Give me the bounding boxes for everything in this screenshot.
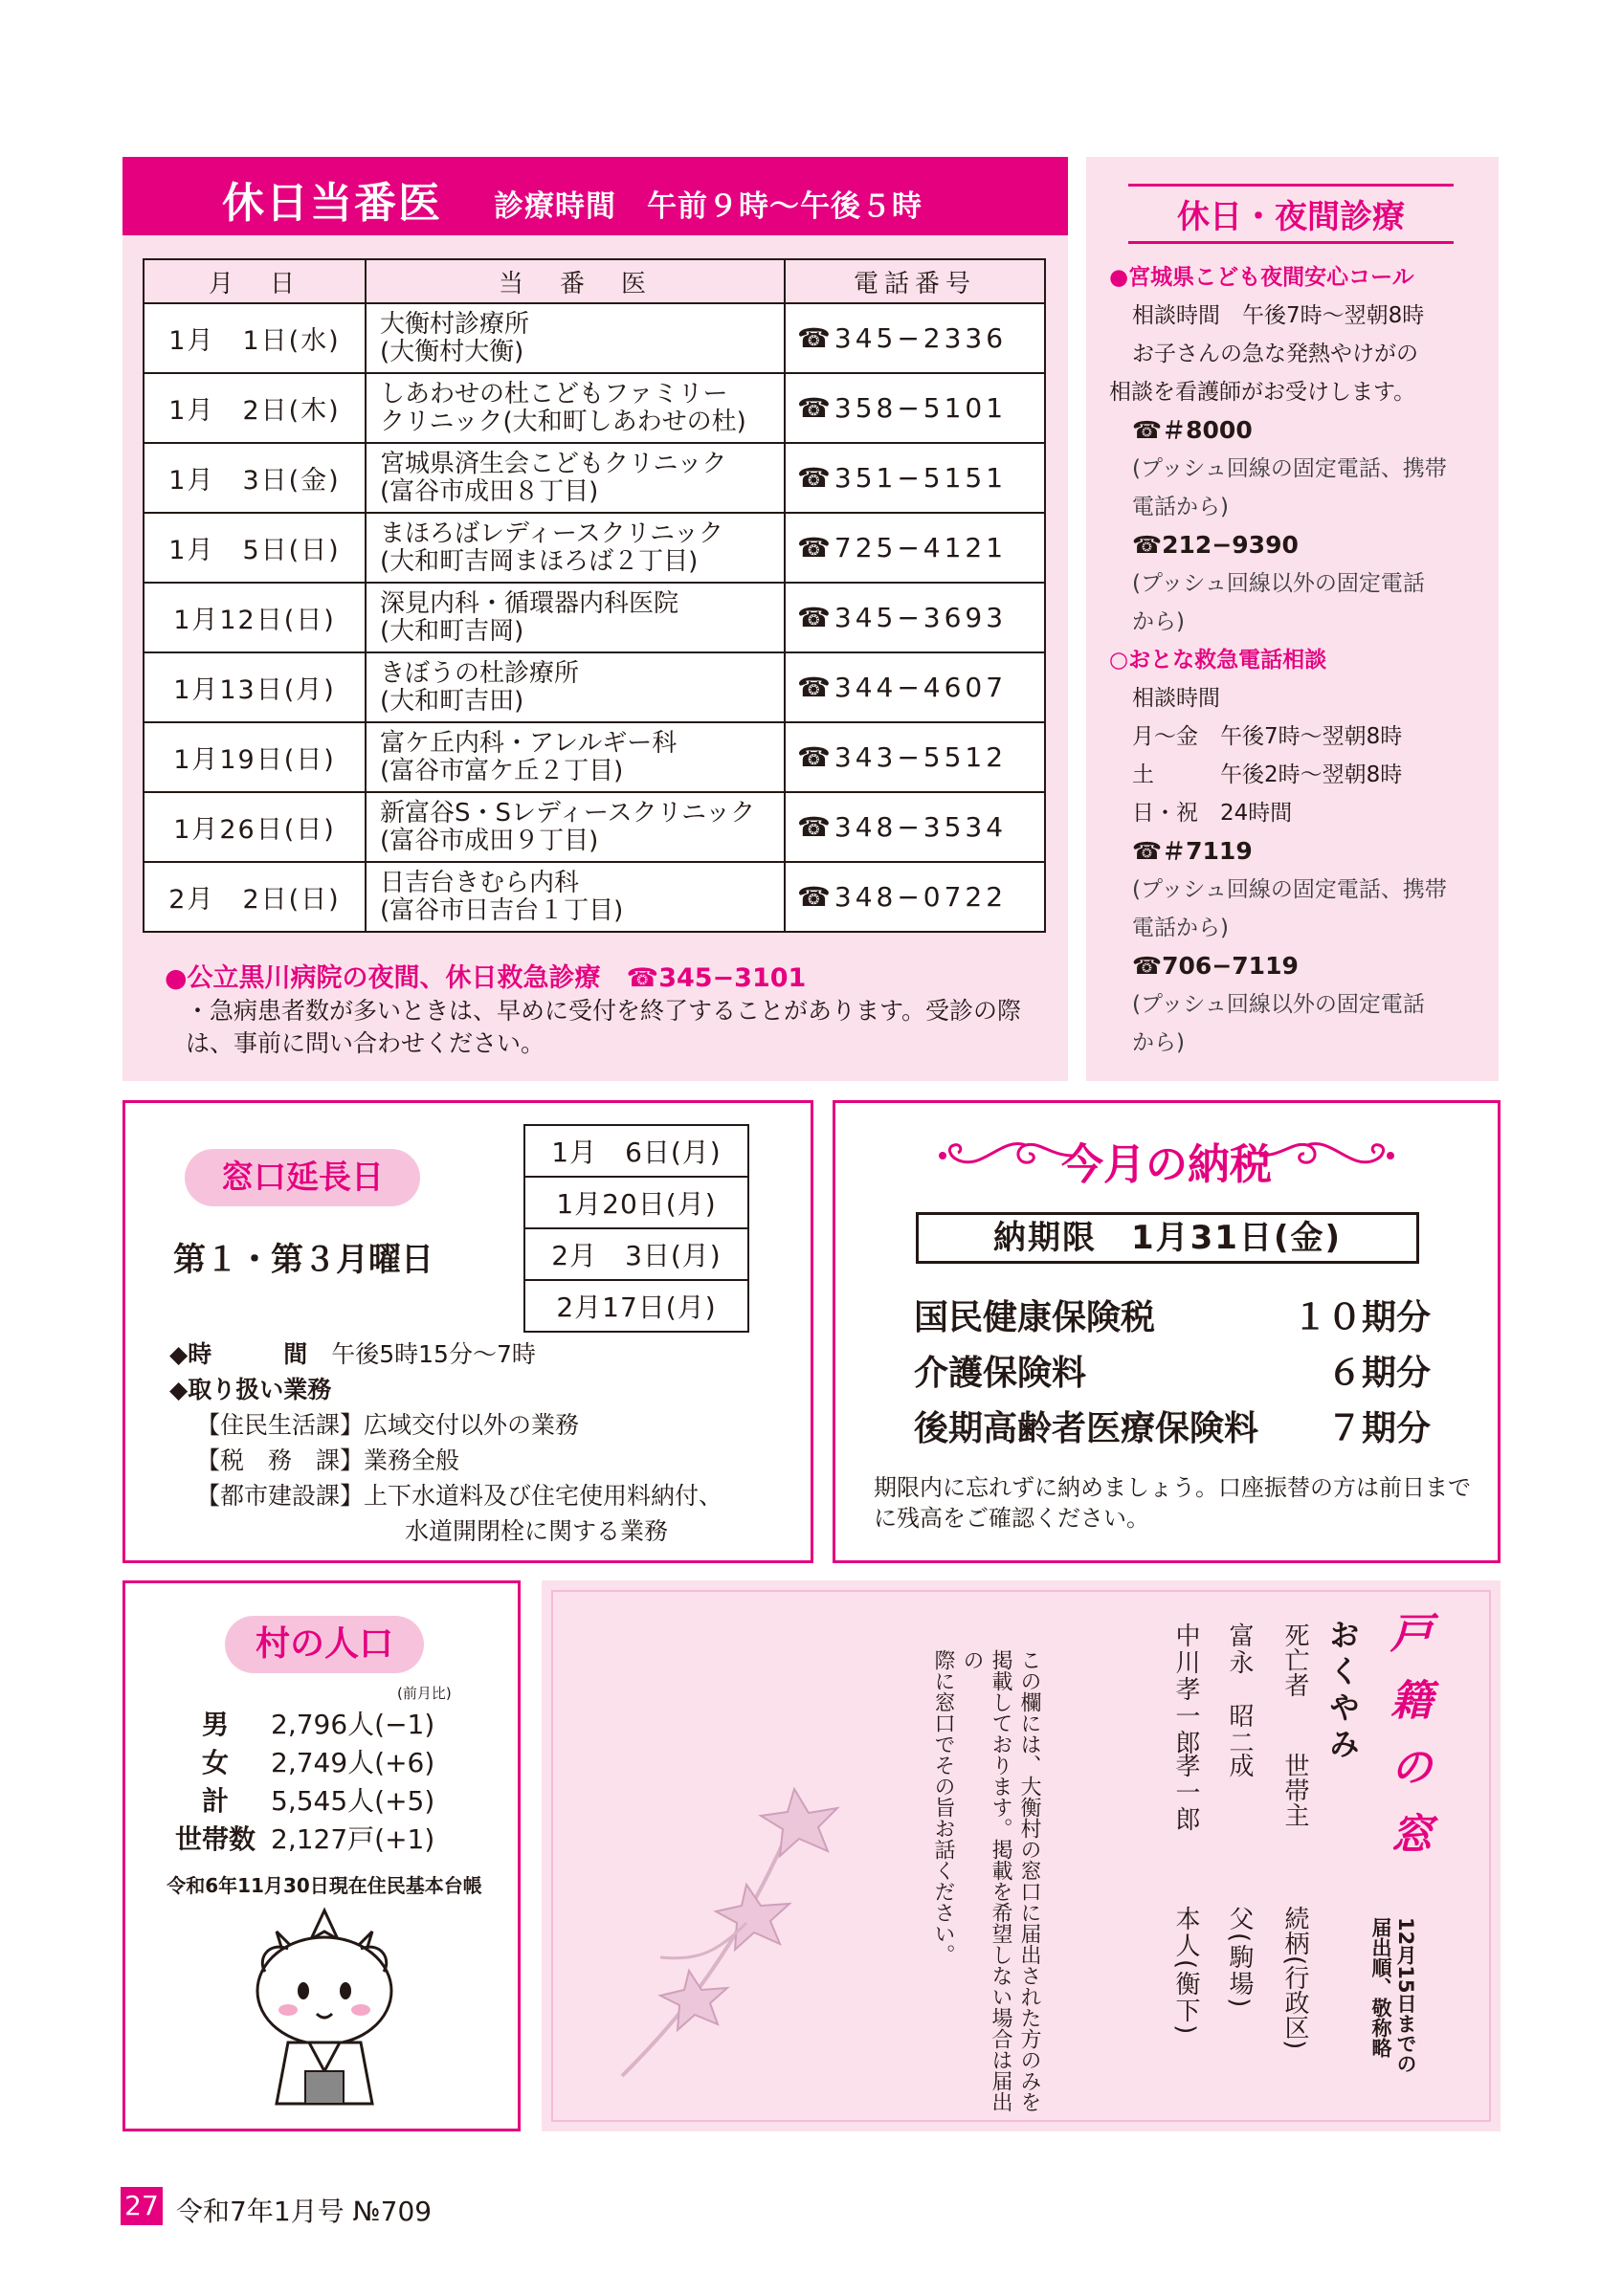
population-row <box>160 1704 434 1742</box>
relation: 父(駒場) <box>1225 1906 1254 2010</box>
table-row <box>144 303 1045 373</box>
family-register-note <box>928 1649 1043 2128</box>
extended-window-dates <box>523 1124 749 1333</box>
tax-item-period: ６期分 <box>1326 1354 1431 1393</box>
duty-clinic <box>366 722 785 792</box>
holiday-doctor-section <box>122 157 1068 1081</box>
population-value: 5,545人(+5) <box>271 1785 435 1817</box>
kodomo-call-desc: お子さんの急な発熱やけがの <box>1132 342 1418 366</box>
otona-call-phone: ☎706−7119 <box>1132 952 1299 980</box>
otona-call-weekday: 月～金 午後7時～翌朝8時 <box>1132 724 1403 749</box>
extended-window-title: 窓口延長日 <box>185 1149 420 1206</box>
population-as-of: 令和6年11月30日現在住民基本台帳 <box>167 1874 482 1897</box>
service-item: 【税 務 課】業務全般 <box>196 1446 460 1474</box>
duty-clinic <box>366 443 785 513</box>
condolence-heading: おくやみ <box>1324 1619 1361 1764</box>
table-row <box>144 722 1045 792</box>
bellflower-decoration-icon <box>603 1732 890 2086</box>
otona-call-holiday: 日・祝 24時間 <box>1132 801 1293 826</box>
kodomo-call-phone-note: (プッシュ回線以外の固定電話 <box>1132 571 1425 596</box>
kodomo-call-phone-note: (プッシュ回線の固定電話、携帯 <box>1132 456 1447 481</box>
duty-clinic-name: まほろばレディースクリニック <box>380 519 724 548</box>
tax-title: 今月の納税 <box>1061 1140 1272 1189</box>
consultation-hours: 診療時間 午前９時～午後５時 <box>494 189 923 224</box>
extended-date: 2月17日(月) <box>524 1280 748 1332</box>
duty-phone: ☎351−5151 <box>785 443 1045 513</box>
population-label: 男 <box>201 1709 229 1740</box>
population-title: 村の人口 <box>225 1616 424 1673</box>
otona-call-phone-note: (プッシュ回線の固定電話、携帯 <box>1132 877 1447 902</box>
table-row <box>144 792 1045 862</box>
kodomo-call-hours: 相談時間 午後7時～翌朝8時 <box>1132 303 1425 328</box>
duty-clinic-location: (富谷市富ケ丘２丁目) <box>380 756 624 785</box>
extended-date: 1月20日(月) <box>524 1177 748 1228</box>
kurokawa-hospital-line: ●公立黒川病院の夜間、休日救急診療 ☎345−3101 <box>165 963 807 993</box>
duty-clinic-location: (大和町吉田) <box>380 686 524 716</box>
family-register-section <box>542 1580 1501 2131</box>
duty-clinic-name: 深見内科・循環器内科医院 <box>380 588 679 618</box>
page-number: 27 <box>121 2187 163 2225</box>
population-table <box>160 1704 434 1857</box>
family-register-title: 戸籍の窓 <box>1383 1611 1432 1879</box>
duty-clinic-name: 新富谷S・Sレディースクリニック <box>380 798 756 828</box>
relation-header: 続柄(行政区) <box>1280 1906 1309 2050</box>
otona-call-hours-label: 相談時間 <box>1132 686 1220 711</box>
table-row <box>144 862 1045 932</box>
extended-window-info <box>169 1336 801 1549</box>
duty-phone: ☎345−3693 <box>785 583 1045 652</box>
tax-item <box>914 1346 1431 1395</box>
table-row <box>144 652 1045 722</box>
tax-item-name: 国民健康保険税 <box>914 1298 1156 1337</box>
population-row <box>160 1819 434 1857</box>
tax-item <box>914 1291 1431 1339</box>
tax-deadline: 納期限 1月31日(金) <box>916 1212 1419 1264</box>
kodomo-call-phone: ☎212−9390 <box>1132 531 1299 559</box>
otona-call-phone-note: 電話から) <box>1132 916 1229 940</box>
duty-clinic-location: クリニック(大和町しあわせの杜) <box>380 407 746 436</box>
duty-date: 1月13日(月) <box>144 652 366 722</box>
duty-clinic-location: (富谷市成田９丁目) <box>380 826 599 855</box>
kodomo-call-desc: 相談を看護師がお受けします。 <box>1109 380 1416 405</box>
family-register-date-line: 届出順、敬称略 <box>1369 1917 1392 2058</box>
duty-clinic-name: 日吉台きむら内科 <box>380 868 580 897</box>
tax-item-period: １０期分 <box>1292 1298 1431 1337</box>
otona-call-phone-note: から) <box>1132 1030 1185 1055</box>
family-register-date-line: 12月15日までの <box>1394 1917 1417 2074</box>
duty-date: 1月 3日(金) <box>144 443 366 513</box>
duty-clinic <box>366 862 785 932</box>
relation: 本人(衡下) <box>1171 1906 1200 2037</box>
duty-clinic <box>366 303 785 373</box>
service-item: 【都市建設課】上下水道料及び住宅使用料納付、 <box>196 1482 723 1510</box>
deceased-name: 富永 昭二 <box>1225 1623 1254 1756</box>
services-label: ◆取り扱い業務 <box>169 1376 332 1403</box>
deceased-name: 中川孝一郎 <box>1171 1623 1200 1756</box>
family-register-date-note <box>1368 1917 1418 2073</box>
population-section <box>122 1580 521 2131</box>
duty-phone: ☎358−5101 <box>785 373 1045 443</box>
extended-date: 1月 6日(月) <box>524 1125 748 1177</box>
household-head-name: 成 <box>1225 1753 1254 1779</box>
otona-call-phone: ☎＃7119 <box>1132 837 1253 865</box>
night-consultation-section <box>1086 157 1499 1081</box>
duty-clinic <box>366 792 785 862</box>
tax-item-period: ７期分 <box>1326 1409 1431 1448</box>
duty-clinic-name: きぼうの杜診療所 <box>380 658 580 688</box>
population-label: 女 <box>201 1747 229 1778</box>
otona-call-heading: ○おとな救急電話相談 <box>1109 648 1327 673</box>
night-consultation-title: 休日・夜間診療 <box>1128 184 1454 244</box>
duty-date: 2月 2日(日) <box>144 862 366 932</box>
duty-clinic-name: 大衡村診療所 <box>380 309 530 339</box>
population-row <box>160 1742 434 1780</box>
duty-clinic-name: しあわせの杜こどもファミリー <box>380 379 728 408</box>
family-register-note-line: 掲載しております。掲載を希望しない場合は届出の <box>960 1649 1012 2112</box>
column-header-date: 月 日 <box>144 259 366 303</box>
duty-phone: ☎348−3534 <box>785 792 1045 862</box>
kurokawa-hospital-note: ・急病患者数が多いときは、早めに受付を終了することがあります。受診の際は、事前に問い合わせください。 <box>186 997 1022 1057</box>
table-row <box>144 443 1045 513</box>
duty-phone: ☎345−2336 <box>785 303 1045 373</box>
family-register-note-line: この欄には、大衡村の窓口に届出された方のみを <box>1017 1649 1041 2112</box>
duty-phone: ☎344−4607 <box>785 652 1045 722</box>
kodomo-call-heading: ●宮城県こども夜間安心コール <box>1109 265 1414 290</box>
night-consultation-body <box>1109 258 1492 1062</box>
duty-clinic-location: (大和町吉岡まほろば２丁目) <box>380 546 699 576</box>
service-item: 【住民生活課】広域交付以外の業務 <box>196 1411 580 1439</box>
otona-call-phone-note: (プッシュ回線以外の固定電話 <box>1132 992 1425 1017</box>
table-row <box>144 373 1045 443</box>
kodomo-call-phone-note: から) <box>1132 609 1185 634</box>
population-value: 2,127戸(+1) <box>271 1823 435 1855</box>
issue-label: 令和7年1月号 №709 <box>176 2196 433 2227</box>
tax-item-name: 介護保険料 <box>914 1354 1087 1393</box>
duty-clinic-name: 富ケ丘内科・アレルギー科 <box>380 728 678 758</box>
duty-date: 1月 2日(木) <box>144 373 366 443</box>
duty-clinic <box>366 583 785 652</box>
duty-clinic-name: 宮城県済生会こどもクリニック <box>380 449 727 478</box>
duty-clinic-location: (大和町吉岡) <box>380 616 524 646</box>
time-value: 午後5時15分～7時 <box>331 1340 536 1368</box>
column-header-doctor: 当 番 医 <box>366 259 785 303</box>
duty-date: 1月12日(日) <box>144 583 366 652</box>
column-header-phone: 電話番号 <box>785 259 1045 303</box>
table-row <box>144 513 1045 583</box>
time-label: ◆時 間 <box>169 1340 308 1368</box>
service-item: 水道開閉栓に関する業務 <box>405 1517 669 1545</box>
population-row <box>160 1780 434 1819</box>
duty-clinic-location: (富谷市成田８丁目) <box>380 476 599 506</box>
deceased-header: 死亡者 <box>1280 1623 1309 1697</box>
duty-clinic-location: (富谷市日吉台１丁目) <box>380 895 624 925</box>
extended-window-section <box>122 1100 813 1563</box>
extended-window-subtitle: 第１・第３月曜日 <box>173 1241 434 1279</box>
duty-date: 1月 1日(水) <box>144 303 366 373</box>
tax-section <box>833 1100 1501 1563</box>
table-header-row <box>144 259 1045 303</box>
otona-call-saturday: 土 午後2時～翌朝8時 <box>1132 762 1403 787</box>
duty-date: 1月 5日(日) <box>144 513 366 583</box>
population-label: 世帯数 <box>174 1823 256 1855</box>
village-mascot-icon <box>238 1903 411 2113</box>
extended-date: 2月 3日(月) <box>524 1228 748 1280</box>
duty-date: 1月19日(日) <box>144 722 366 792</box>
duty-clinic-location: (大衡村大衡) <box>380 337 524 366</box>
duty-date: 1月26日(日) <box>144 792 366 862</box>
duty-phone: ☎725−4121 <box>785 513 1045 583</box>
population-value: 2,749人(+6) <box>271 1747 435 1778</box>
duty-clinic <box>366 373 785 443</box>
tax-note: 期限内に忘れずに納めましょう。口座振替の方は前日までに残高をご確認ください。 <box>874 1474 1471 1532</box>
kodomo-call-phone: ☎＃8000 <box>1132 416 1253 444</box>
household-head-name: 孝一郎 <box>1171 1753 1200 1833</box>
duty-clinic <box>366 513 785 583</box>
population-label: 計 <box>201 1785 229 1817</box>
holiday-doctor-title: 休日当番医 <box>222 179 442 228</box>
duty-clinic <box>366 652 785 722</box>
holiday-doctor-header <box>122 157 1068 235</box>
duty-phone: ☎343−5512 <box>785 722 1045 792</box>
duty-phone: ☎348−0722 <box>785 862 1045 932</box>
family-register-note-line: 際に窓口でその旨お話ください。 <box>931 1649 955 1965</box>
population-value: 2,796人(−1) <box>271 1709 435 1740</box>
table-row <box>144 583 1045 652</box>
tax-item-name: 後期高齢者医療保険料 <box>914 1409 1259 1448</box>
household-head-header: 世帯主 <box>1280 1753 1309 1827</box>
population-compare-note: (前月比) <box>397 1685 452 1702</box>
tax-item <box>914 1402 1431 1450</box>
kodomo-call-phone-note: 電話から) <box>1132 495 1229 519</box>
duty-doctor-table <box>143 258 1046 933</box>
